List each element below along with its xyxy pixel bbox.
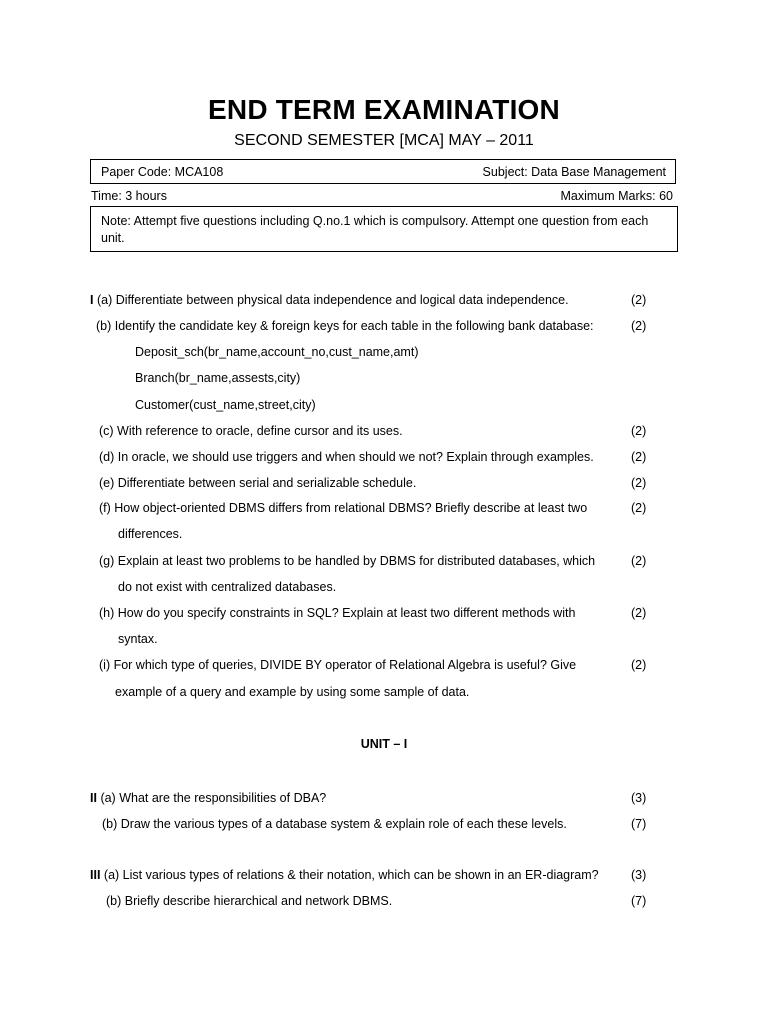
marks: (2) <box>631 606 647 620</box>
question-text: (a) List various types of relations & their notation, which can be shown in an ER-diagram? <box>103 868 599 882</box>
question-2b: (b) Draw the various types of a database system & explain role of each these levels. <box>102 817 567 831</box>
marks: (2) <box>631 658 647 672</box>
marks: (7) <box>631 894 647 908</box>
question-1e: (e) Differentiate between serial and serializable schedule. <box>99 476 417 490</box>
marks: (7) <box>631 817 647 831</box>
question-text: (a) Differentiate between physical data independence and logical data independence. <box>96 293 569 307</box>
question-1h-cont: syntax. <box>118 632 158 646</box>
paper-code: Paper Code: MCA108 <box>101 165 224 179</box>
question-1f: (f) How object-oriented DBMS differs from relational DBMS? Briefly describe at least two <box>99 501 588 515</box>
marks: (2) <box>631 554 647 568</box>
question-1a <box>90 293 569 307</box>
question-1f-cont: differences. <box>118 527 183 541</box>
question-number: III <box>90 868 101 882</box>
marks: (2) <box>631 450 647 464</box>
time-allowed: Time: 3 hours <box>91 189 167 203</box>
maximum-marks: Maximum Marks: 60 <box>560 189 673 203</box>
marks: (2) <box>631 293 647 307</box>
question-text: (a) What are the responsibilities of DBA? <box>100 791 327 805</box>
instructions-note: Note: Attempt five questions including Q.no.1 which is compulsory. Attempt one question from each unit. <box>90 206 678 252</box>
unit-heading: UNIT – I <box>360 737 408 751</box>
marks: (3) <box>631 868 647 882</box>
question-1g-cont: do not exist with centralized databases. <box>118 580 337 594</box>
question-1d: (d) In oracle, we should use triggers and when should we not? Explain through examples. <box>99 450 594 464</box>
question-1b: (b) Identify the candidate key & foreign keys for each table in the following bank database: <box>96 319 594 333</box>
paper-info-box <box>90 159 676 184</box>
question-1i: (i) For which type of queries, DIVIDE BY operator of Relational Algebra is useful? Give <box>99 658 577 672</box>
question-1i-cont: example of a query and example by using some sample of data. <box>115 685 470 699</box>
marks: (2) <box>631 424 647 438</box>
marks: (3) <box>631 791 647 805</box>
question-number: II <box>90 791 97 805</box>
marks: (2) <box>631 476 647 490</box>
question-1g: (g) Explain at least two problems to be handled by DBMS for distributed databases, which <box>99 554 596 568</box>
question-2a <box>90 791 326 805</box>
marks: (2) <box>631 319 647 333</box>
question-3b: (b) Briefly describe hierarchical and network DBMS. <box>106 894 393 908</box>
schema-branch: Branch(br_name,assests,city) <box>135 371 301 385</box>
schema-customer: Customer(cust_name,street,city) <box>135 398 316 412</box>
exam-title: END TERM EXAMINATION <box>208 94 560 125</box>
question-1h: (h) How do you specify constraints in SQL? Explain at least two different methods with <box>99 606 576 620</box>
exam-subtitle: SECOND SEMESTER [MCA] MAY – 2011 <box>234 132 534 149</box>
question-number: I <box>90 293 94 307</box>
question-3a <box>90 868 599 882</box>
schema-deposit: Deposit_sch(br_name,account_no,cust_name,amt) <box>135 345 419 359</box>
subject: Subject: Data Base Management <box>482 165 666 179</box>
marks: (2) <box>631 501 647 515</box>
question-1c: (c) With reference to oracle, define cursor and its uses. <box>99 424 403 438</box>
